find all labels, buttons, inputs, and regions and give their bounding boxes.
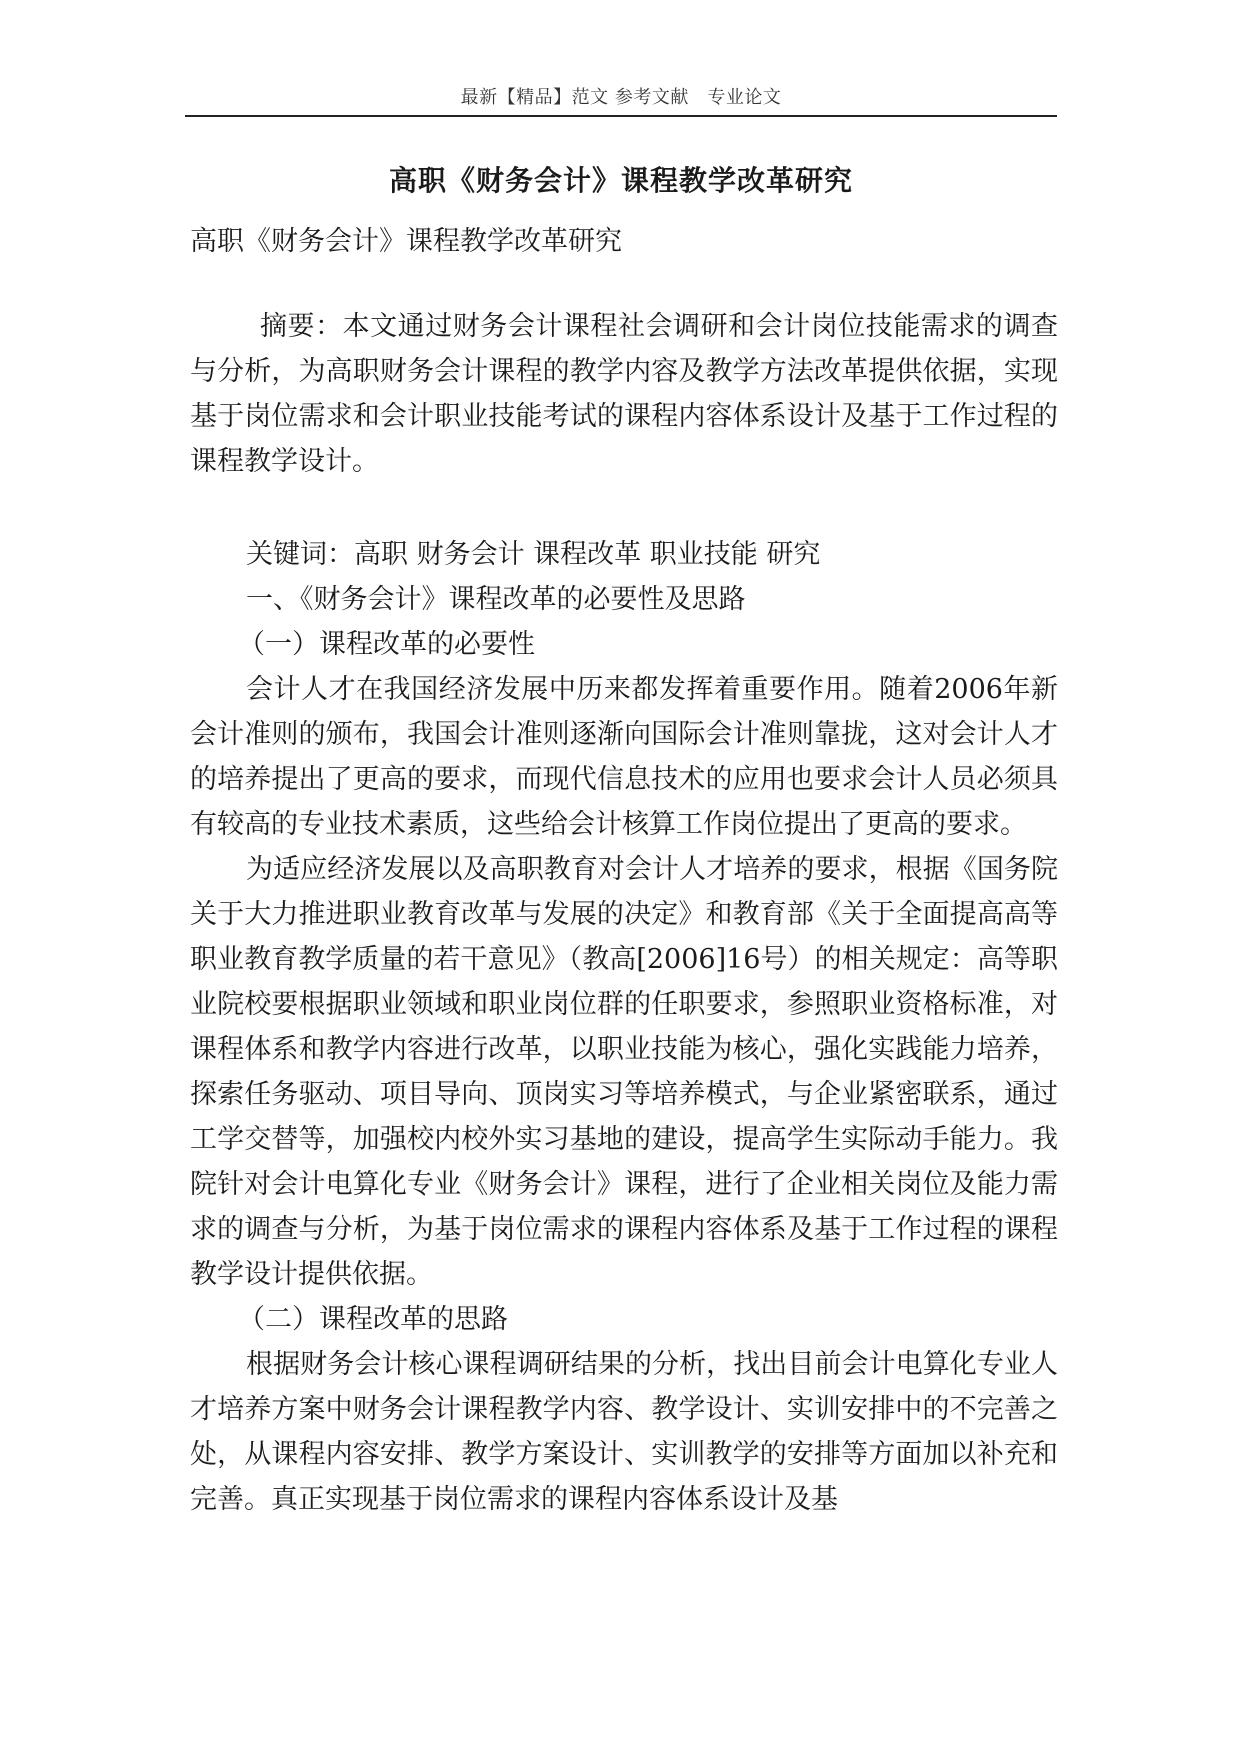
abstract-paragraph: 摘要：本文通过财务会计课程社会调研和会计岗位技能需求的调查与分析，为高职财务会计课程的教学内容及教学方法改革提供依据，实现基于岗位需求和会计职业技能考试的课程内容体系设计及基于工作过程的课程教学设计。 xyxy=(190,311,1058,477)
document-title: 高职《财务会计》课程教学改革研究 xyxy=(388,164,853,197)
body-paragraph: 会计人才在我国经济发展中历来都发挥着重要作用。随着2006年新会计准则的颁布，我国会计准则逐渐向国际会计准则靠拢，这对会计人才的培养提出了更高的要求，而现代信息技术的应用也要求会计人员必须具有较高的专业技术素质，这些给会计核算工作岗位提出了更高的要求。 xyxy=(190,674,1058,840)
subsection-heading: （二）课程改革的思路 xyxy=(238,1304,508,1335)
running-header: 最新【精品】范文 参考文献 专业论文 xyxy=(460,87,782,108)
document-subtitle: 高职《财务会计》课程教学改革研究 xyxy=(190,226,622,257)
body-paragraph: 根据财务会计核心课程调研结果的分析，找出目前会计电算化专业人才培养方案中财务会计课程教学内容、教学设计、实训安排中的不完善之处，从课程内容安排、教学方案设计、实训教学的安排等方面加以补充和完善。真正实现基于岗位需求的课程内容体系设计及基 xyxy=(190,1349,1058,1515)
document-body xyxy=(190,219,1058,1522)
section-heading: 一、《财务会计》课程改革的必要性及思路 xyxy=(246,584,746,615)
header-rule xyxy=(185,115,1057,117)
body-paragraph: 为适应经济发展以及高职教育对会计人才培养的要求，根据《国务院关于大力推进职业教育改革与发展的决定》和教育部《关于全面提高高等职业教育教学质量的若干意见》（教高[2006]16号）的相关规定：高等职业院校要根据职业领域和职业岗位群的任职要求，参照职业资格标准，对课程体系和教学内容进行改革，以职业技能为核心，强化实践能力培养，探索任务驱动、项目导向、顶岗实习等培养模式，与企业紧密联系，通过工学交替等，加强校内校外实习基地的建设，提高学生实际动手能力。我院针对会计电算化专业《财务会计》课程，进行了企业相关岗位及能力需求的调查与分析，为基于岗位需求的课程内容体系及基于工作过程的课程教学设计提供依据。 xyxy=(190,854,1058,1290)
subsection-heading: （一）课程改革的必要性 xyxy=(238,629,535,660)
keywords-line: 关键词：高职 财务会计 课程改革 职业技能 研究 xyxy=(246,539,821,570)
